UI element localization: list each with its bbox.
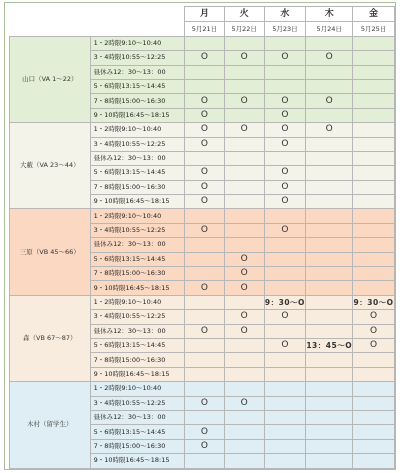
availability-cell[interactable]: [264, 396, 306, 410]
availability-cell[interactable]: [185, 252, 225, 266]
availability-cell[interactable]: O: [306, 51, 353, 65]
availability-cell[interactable]: [264, 209, 306, 223]
period-label: 7・8時限15:00～16:30: [90, 94, 184, 108]
availability-cell[interactable]: O: [264, 94, 306, 108]
availability-cell[interactable]: [264, 439, 306, 453]
availability-cell[interactable]: [306, 324, 353, 338]
date-header: 5月22日: [224, 22, 264, 36]
availability-cell[interactable]: [306, 310, 353, 324]
availability-cell[interactable]: [224, 79, 264, 93]
availability-cell[interactable]: [353, 79, 395, 93]
availability-cell[interactable]: [185, 209, 225, 223]
availability-cell[interactable]: [185, 353, 225, 367]
day-header: 水: [264, 7, 306, 22]
availability-cell[interactable]: [353, 367, 395, 381]
availability-cell[interactable]: [353, 396, 395, 410]
availability-cell[interactable]: [353, 151, 395, 165]
availability-cell[interactable]: [264, 281, 306, 295]
availability-cell[interactable]: O: [185, 396, 225, 410]
availability-cell[interactable]: O: [224, 310, 264, 324]
availability-cell[interactable]: [306, 295, 353, 309]
availability-cell[interactable]: [224, 238, 264, 252]
availability-cell[interactable]: [264, 353, 306, 367]
availability-cell[interactable]: [224, 295, 264, 309]
availability-cell[interactable]: O: [185, 94, 225, 108]
table-row: [10, 295, 395, 309]
availability-cell[interactable]: O: [264, 310, 306, 324]
table-row: [10, 36, 395, 50]
period-label: 昼休み12：30～13：00: [90, 65, 184, 79]
availability-cell[interactable]: O: [224, 252, 264, 266]
table-row: [10, 382, 395, 396]
day-header: 金: [353, 7, 395, 22]
period-label: 昼休み12：30～13：00: [90, 324, 184, 338]
period-label: 1・2時限9:10～10:40: [90, 295, 184, 309]
period-label: 9・10時限16:45～18:15: [90, 454, 184, 468]
availability-cell[interactable]: [185, 238, 225, 252]
availability-cell[interactable]: [185, 410, 225, 424]
availability-cell[interactable]: [224, 36, 264, 50]
availability-cell[interactable]: O: [264, 223, 306, 237]
availability-cell[interactable]: [224, 195, 264, 209]
availability-cell[interactable]: [306, 410, 353, 424]
availability-cell[interactable]: [264, 425, 306, 439]
availability-cell[interactable]: [306, 79, 353, 93]
availability-cell[interactable]: [264, 410, 306, 424]
period-label: 9・10時限16:45～18:15: [90, 108, 184, 122]
period-label: 5・6時限13:15～14:45: [90, 338, 184, 352]
availability-cell[interactable]: [306, 238, 353, 252]
availability-cell[interactable]: [353, 51, 395, 65]
availability-cell[interactable]: [353, 454, 395, 468]
availability-cell[interactable]: [185, 310, 225, 324]
availability-cell[interactable]: O: [264, 51, 306, 65]
period-label: 昼休み12：30～13：00: [90, 238, 184, 252]
availability-cell[interactable]: O: [264, 195, 306, 209]
availability-cell[interactable]: [353, 238, 395, 252]
availability-cell[interactable]: [306, 223, 353, 237]
availability-cell[interactable]: [185, 367, 225, 381]
availability-cell[interactable]: O: [185, 51, 225, 65]
period-label: 7・8時限15:00～16:30: [90, 439, 184, 453]
availability-cell[interactable]: [306, 151, 353, 165]
availability-cell[interactable]: [353, 36, 395, 50]
availability-cell[interactable]: O: [224, 51, 264, 65]
header-blank: [10, 7, 185, 37]
availability-cell[interactable]: [185, 454, 225, 468]
availability-cell[interactable]: O: [264, 108, 306, 122]
availability-cell[interactable]: O: [185, 281, 225, 295]
availability-cell[interactable]: [264, 382, 306, 396]
availability-cell[interactable]: [353, 223, 395, 237]
header-row-days: [10, 7, 395, 22]
schedule-table: [9, 6, 395, 469]
availability-cell[interactable]: [306, 367, 353, 381]
availability-cell[interactable]: [224, 223, 264, 237]
period-label: 5・6時限13:15～14:45: [90, 425, 184, 439]
period-label: 3・4時限10:55～12:25: [90, 51, 184, 65]
period-label: 9・10時限16:45～18:15: [90, 367, 184, 381]
availability-cell[interactable]: O: [185, 195, 225, 209]
availability-cell[interactable]: O: [264, 338, 306, 352]
period-label: 5・6時限13:15～14:45: [90, 252, 184, 266]
availability-cell[interactable]: [306, 353, 353, 367]
availability-cell[interactable]: [353, 65, 395, 79]
availability-cell[interactable]: [224, 439, 264, 453]
availability-cell[interactable]: [264, 36, 306, 50]
availability-cell[interactable]: [264, 238, 306, 252]
availability-cell[interactable]: [224, 180, 264, 194]
availability-cell[interactable]: O: [185, 137, 225, 151]
availability-cell[interactable]: [353, 382, 395, 396]
availability-cell[interactable]: O: [185, 425, 225, 439]
availability-cell[interactable]: [306, 382, 353, 396]
availability-cell[interactable]: O: [224, 324, 264, 338]
availability-cell[interactable]: [353, 425, 395, 439]
availability-cell[interactable]: [185, 36, 225, 50]
day-header: 火: [224, 7, 264, 22]
availability-cell[interactable]: 13：45～O: [306, 338, 353, 352]
availability-cell[interactable]: [306, 209, 353, 223]
availability-cell[interactable]: O: [224, 281, 264, 295]
date-header: 5月25日: [353, 22, 395, 36]
date-header: 5月21日: [185, 22, 225, 36]
period-label: 1・2時限9:10～10:40: [90, 123, 184, 137]
date-header: 5月23日: [264, 22, 306, 36]
availability-cell[interactable]: [353, 410, 395, 424]
availability-cell[interactable]: O: [353, 338, 395, 352]
availability-cell[interactable]: [224, 425, 264, 439]
availability-cell[interactable]: [306, 425, 353, 439]
period-label: 3・4時限10:55～12:25: [90, 137, 184, 151]
period-label: 7・8時限15:00～16:30: [90, 180, 184, 194]
period-label: 3・4時限10:55～12:25: [90, 396, 184, 410]
schedule-sheet: [4, 2, 396, 470]
availability-cell[interactable]: [306, 396, 353, 410]
availability-cell[interactable]: [306, 65, 353, 79]
availability-cell[interactable]: [224, 353, 264, 367]
period-label: 3・4時限10:55～12:25: [90, 223, 184, 237]
availability-cell[interactable]: [306, 195, 353, 209]
availability-cell[interactable]: O: [264, 166, 306, 180]
availability-cell[interactable]: [185, 267, 225, 281]
availability-cell[interactable]: [264, 367, 306, 381]
period-label: 1・2時限9:10～10:40: [90, 36, 184, 50]
availability-cell[interactable]: O: [353, 324, 395, 338]
table-row: [10, 209, 395, 223]
availability-cell[interactable]: [306, 281, 353, 295]
availability-cell[interactable]: [353, 166, 395, 180]
availability-cell[interactable]: [306, 36, 353, 50]
availability-cell[interactable]: [306, 454, 353, 468]
availability-cell[interactable]: [224, 65, 264, 79]
availability-cell[interactable]: O: [306, 94, 353, 108]
period-label: 5・6時限13:15～14:45: [90, 79, 184, 93]
date-header: 5月24日: [306, 22, 353, 36]
availability-cell[interactable]: O: [185, 180, 225, 194]
availability-cell[interactable]: [185, 151, 225, 165]
availability-cell[interactable]: [264, 252, 306, 266]
availability-cell[interactable]: O: [185, 166, 225, 180]
availability-cell[interactable]: [306, 267, 353, 281]
availability-cell[interactable]: [224, 108, 264, 122]
availability-cell[interactable]: 9：30～O: [264, 295, 306, 309]
period-label: 昼休み12：30～13：00: [90, 410, 184, 424]
period-label: 5・6時限13:15～14:45: [90, 166, 184, 180]
availability-cell[interactable]: O: [306, 123, 353, 137]
availability-cell[interactable]: O: [185, 324, 225, 338]
availability-cell[interactable]: [306, 252, 353, 266]
availability-cell[interactable]: [224, 209, 264, 223]
period-label: 1・2時限9:10～10:40: [90, 382, 184, 396]
availability-cell[interactable]: [353, 137, 395, 151]
availability-cell[interactable]: 9：30～O: [353, 295, 395, 309]
availability-cell[interactable]: [264, 454, 306, 468]
availability-cell[interactable]: [185, 65, 225, 79]
availability-cell[interactable]: [264, 324, 306, 338]
availability-cell[interactable]: [185, 295, 225, 309]
availability-cell[interactable]: [353, 195, 395, 209]
availability-cell[interactable]: O: [224, 396, 264, 410]
availability-cell[interactable]: [306, 180, 353, 194]
group-name: 木村（留学生）: [10, 382, 91, 468]
availability-cell[interactable]: [353, 94, 395, 108]
availability-cell[interactable]: [353, 180, 395, 194]
period-label: 7・8時限15:00～16:30: [90, 267, 184, 281]
availability-cell[interactable]: [224, 382, 264, 396]
period-label: 9・10時限16:45～18:15: [90, 195, 184, 209]
period-label: 3・4時限10:55～12:25: [90, 310, 184, 324]
availability-cell[interactable]: [264, 65, 306, 79]
availability-cell[interactable]: [185, 338, 225, 352]
availability-cell[interactable]: O: [185, 123, 225, 137]
availability-cell[interactable]: O: [264, 137, 306, 151]
availability-cell[interactable]: [306, 108, 353, 122]
availability-cell[interactable]: [224, 166, 264, 180]
availability-cell[interactable]: O: [185, 108, 225, 122]
group-name: 森（VB 67～87）: [10, 295, 91, 381]
availability-cell[interactable]: O: [224, 94, 264, 108]
availability-cell[interactable]: [353, 439, 395, 453]
availability-cell[interactable]: O: [353, 310, 395, 324]
availability-cell[interactable]: [224, 367, 264, 381]
availability-cell[interactable]: [264, 267, 306, 281]
availability-cell[interactable]: [353, 252, 395, 266]
period-label: 昼休み12：30～13：00: [90, 151, 184, 165]
availability-cell[interactable]: [353, 267, 395, 281]
availability-cell[interactable]: [306, 166, 353, 180]
availability-cell[interactable]: [264, 79, 306, 93]
availability-cell[interactable]: [185, 79, 225, 93]
group-name: 大藪（VA 23～44）: [10, 123, 91, 209]
group-name: 山口（VA 1～22）: [10, 36, 91, 122]
day-header: 月: [185, 7, 225, 22]
availability-cell[interactable]: [224, 410, 264, 424]
day-header: 木: [306, 7, 353, 22]
availability-cell[interactable]: O: [224, 123, 264, 137]
availability-cell[interactable]: [353, 281, 395, 295]
availability-cell[interactable]: [224, 338, 264, 352]
availability-cell[interactable]: [353, 209, 395, 223]
availability-cell[interactable]: [353, 123, 395, 137]
availability-cell[interactable]: [264, 151, 306, 165]
availability-cell[interactable]: [224, 454, 264, 468]
period-label: 7・8時限15:00～16:30: [90, 353, 184, 367]
availability-cell[interactable]: [353, 353, 395, 367]
availability-cell[interactable]: [224, 151, 264, 165]
availability-cell[interactable]: O: [224, 267, 264, 281]
group-name: 三原（VB 45～66）: [10, 209, 91, 295]
availability-cell[interactable]: [185, 382, 225, 396]
table-row: [10, 123, 395, 137]
availability-cell[interactable]: [353, 108, 395, 122]
availability-cell[interactable]: [306, 137, 353, 151]
availability-cell[interactable]: O: [264, 180, 306, 194]
period-label: 9・10時限16:45～18:15: [90, 281, 184, 295]
availability-cell[interactable]: [306, 439, 353, 453]
availability-cell[interactable]: O: [185, 223, 225, 237]
availability-cell[interactable]: [224, 137, 264, 151]
availability-cell[interactable]: O: [185, 439, 225, 453]
availability-cell[interactable]: O: [264, 123, 306, 137]
period-label: 1・2時限9:10～10:40: [90, 209, 184, 223]
